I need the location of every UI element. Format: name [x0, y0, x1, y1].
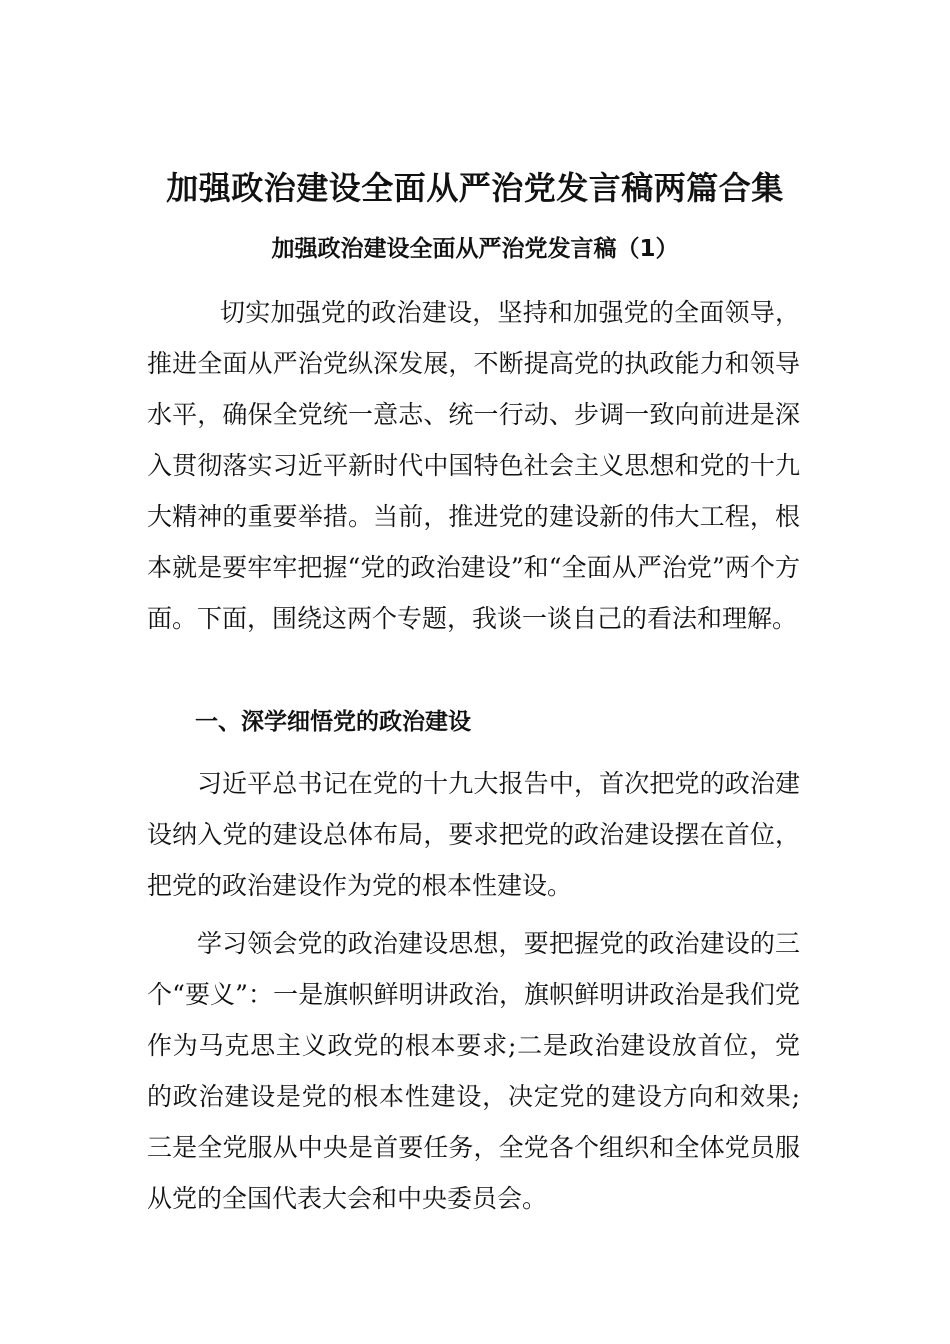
document-title: 加强政治建设全面从严治党发言稿两篇合集 [166, 169, 784, 207]
body-paragraph: 习近平总书记在党的十九大报告中，首次把党的政治建设纳入党的建设总体布局，要求把党的政治建设摆在首位，把党的政治建设作为党的根本性建设。 [147, 769, 800, 900]
body-paragraph: 学习领会党的政治建设思想，要把握党的政治建设的三个“要义”：一是旗帜鲜明讲政治，旗帜鲜明讲政治是我们党作为马克思主义政党的根本要求;二是政治建设放首位，党的政治建设是党的根本性建设，决定党的建设方向和效果;三是全党服从中央是首要任务，全党各个组织和全体党员服从党的全国代表大会和中央委员会。 [147, 929, 800, 1213]
section-heading: 一、深学细悟党的政治建设 [195, 709, 471, 735]
document-subtitle: 加强政治建设全面从严治党发言稿（1） [271, 236, 679, 262]
body-paragraph-intro: 切实加强党的政治建设，坚持和加强党的全面领导，推进全面从严治党纵深发展，不断提高党的执政能力和领导水平，确保全党统一意志、统一行动、步调一致向前进是深入贯彻落实习近平新时代中国特色社会主义思想和党的十九大精神的重要举措。当前，推进党的建设新的伟大工程，根本就是要牢牢把握“党的政治建设”和“全面从严治党”两个方面。下面，围绕这两个专题，我谈一谈自己的看法和理解。 [147, 298, 800, 633]
